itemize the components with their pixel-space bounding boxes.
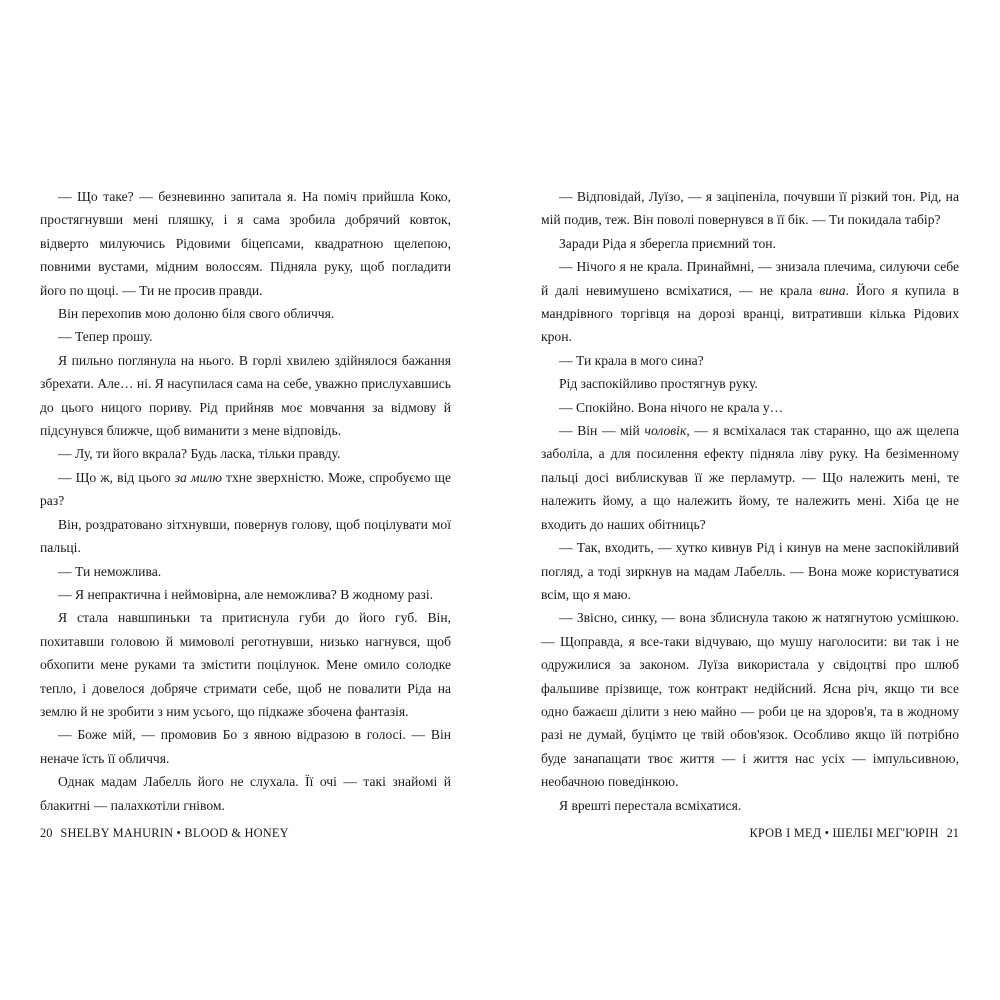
paragraph: Я врешті перестала всміхатися. (559, 797, 742, 813)
paragraph: — Ти неможлива. (58, 563, 162, 579)
text-run: — Нічого я не крала. Принаймні, — знизала плечима, силуючи себе й далі невимушено всміхатися, — не крала (541, 259, 959, 298)
paragraph: — Звісно, синку, — вона зблиснула такою ж натягнутою усмішкою. — Щоправда, я все-таки відчуваю, що мушу наголосити: ви так і не одружилися за законом. Луїза використала у свідоцтві про шлюб фальшиве прізвище, тож контракт недійсний. Ясна річ, якщо ти все одно бажаєш ділити з нею майно — роби це на здоров'я, та в жодному разі не думай, буцімто це твій обов'язок. Особливо якщо їй потрібно буде занапащати твоє життя — і життя нас усіх — імпульсивною, необачною поведінкою. (541, 610, 959, 790)
right-page-footer (749, 826, 959, 841)
page-number: 20 (40, 826, 53, 840)
text-run: . Його я купила в мандрівного торгівця на дорозі вранці, витративши кілька Рідових крон. (541, 282, 959, 345)
right-page-text (541, 185, 959, 817)
paragraph: — Я непрактична і неймовірна, але неможлива? В жодному разі. (58, 586, 434, 602)
text-run: — Він — мій (559, 423, 645, 439)
running-head: КРОВ І МЕД • ШЕЛБІ МЕГ'ЮРІН (749, 826, 939, 840)
running-head: SHELBY MAHURIN • BLOOD & HONEY (60, 826, 289, 840)
paragraph: Рід заспокійливо простягнув руку. (559, 376, 758, 392)
paragraph (541, 255, 959, 349)
paragraph: — Спокійно. Вона нічого не крала у… (559, 399, 784, 415)
paragraph: — Відповідай, Луїзо, — я заціпеніла, почувши її різкий тон. Рід, на мій подив, теж. Він поволі повернувся в її бік. — Ти покидала табір? (541, 189, 959, 228)
text-run: , — я всміхалася так старанно, що аж щелепа заболіла, а для посилення ефекту підняла ліву руку. На безіменному пальці досі виблискував її же перламутр. — Що належить мені, те належить йому, а що належить йому, те належить мені. Хіба це не входить до наших обітниць? (541, 423, 959, 532)
text-run: — Що ж, від цього (58, 469, 175, 485)
text-run: тхне зверхністю. Може, спробуємо ще раз? (40, 469, 451, 509)
page-number: 21 (946, 826, 959, 840)
italic-text: за милю (174, 469, 222, 485)
paragraph (541, 419, 959, 536)
paragraph: Заради Ріда я зберегла приємний тон. (559, 235, 776, 251)
paragraph: — Ти крала в мого сина? (559, 352, 704, 368)
left-page-text (40, 185, 451, 817)
paragraph: Він, роздратовано зітхнувши, повернув голову, щоб поцілувати мої пальці. (40, 516, 451, 556)
paragraph: — Так, входить, — хутко кивнув Рід і кинув на мене заспокійливий погляд, а тоді зиркнув на мадам Лабелль. — Вона може користуватися всім, що я маю. (541, 540, 959, 602)
paragraph: Я стала навшпиньки та притиснула губи до його губ. Він, похитавши головою й мимоволі реготнувши, низько нагнувся, щоб обхопити мене руками та змістити поцілунок. Мене омило солодке тепло, і довелося добряче стримати себе, щоб не повалити Ріда на землю й не зробити з ним усього, що підкаже збочена фантазія. (40, 610, 451, 719)
paragraph: Він перехопив мою долоню біля свого обличчя. (58, 306, 335, 322)
paragraph: Я пильно поглянула на нього. В горлі хвилею здійнялося бажання збрехати. Але… ні. Я насупилася сама на себе, уважно прислухавшись до цього ницого пориву. Рід прийняв моє мовчання за відмову й підсунувся ближче, щоб виманити з мене відповідь. (40, 352, 451, 439)
paragraph: Однак мадам Лабелль його не слухала. Її очі — такі знайомі й блакитні — палахкотіли гнівом. (40, 774, 451, 813)
italic-text: вина (819, 282, 846, 298)
paragraph: — Лу, ти його вкрала? Будь ласка, тільки правду. (58, 446, 341, 462)
paragraph: — Боже мій, — промовив Бо з явною відразою в голосі. — Він неначе їсть її обличчя. (40, 727, 451, 766)
paragraph: — Що таке? — безневинно запитала я. На поміч прийшла Коко, простягнувши мені пляшку, і я сама зробила добрячий ковток, відверто милуючись Рідовими біцепсами, квадратною щелепою, повними вустами, мідним волоссям. Підняла руку, щоб погладити його по щоці. — Ти не просив правди. (40, 189, 451, 298)
italic-text: чоловік (644, 423, 687, 439)
left-page-footer (40, 826, 289, 841)
paragraph: — Тепер прошу. (58, 329, 153, 345)
paragraph (40, 466, 451, 513)
